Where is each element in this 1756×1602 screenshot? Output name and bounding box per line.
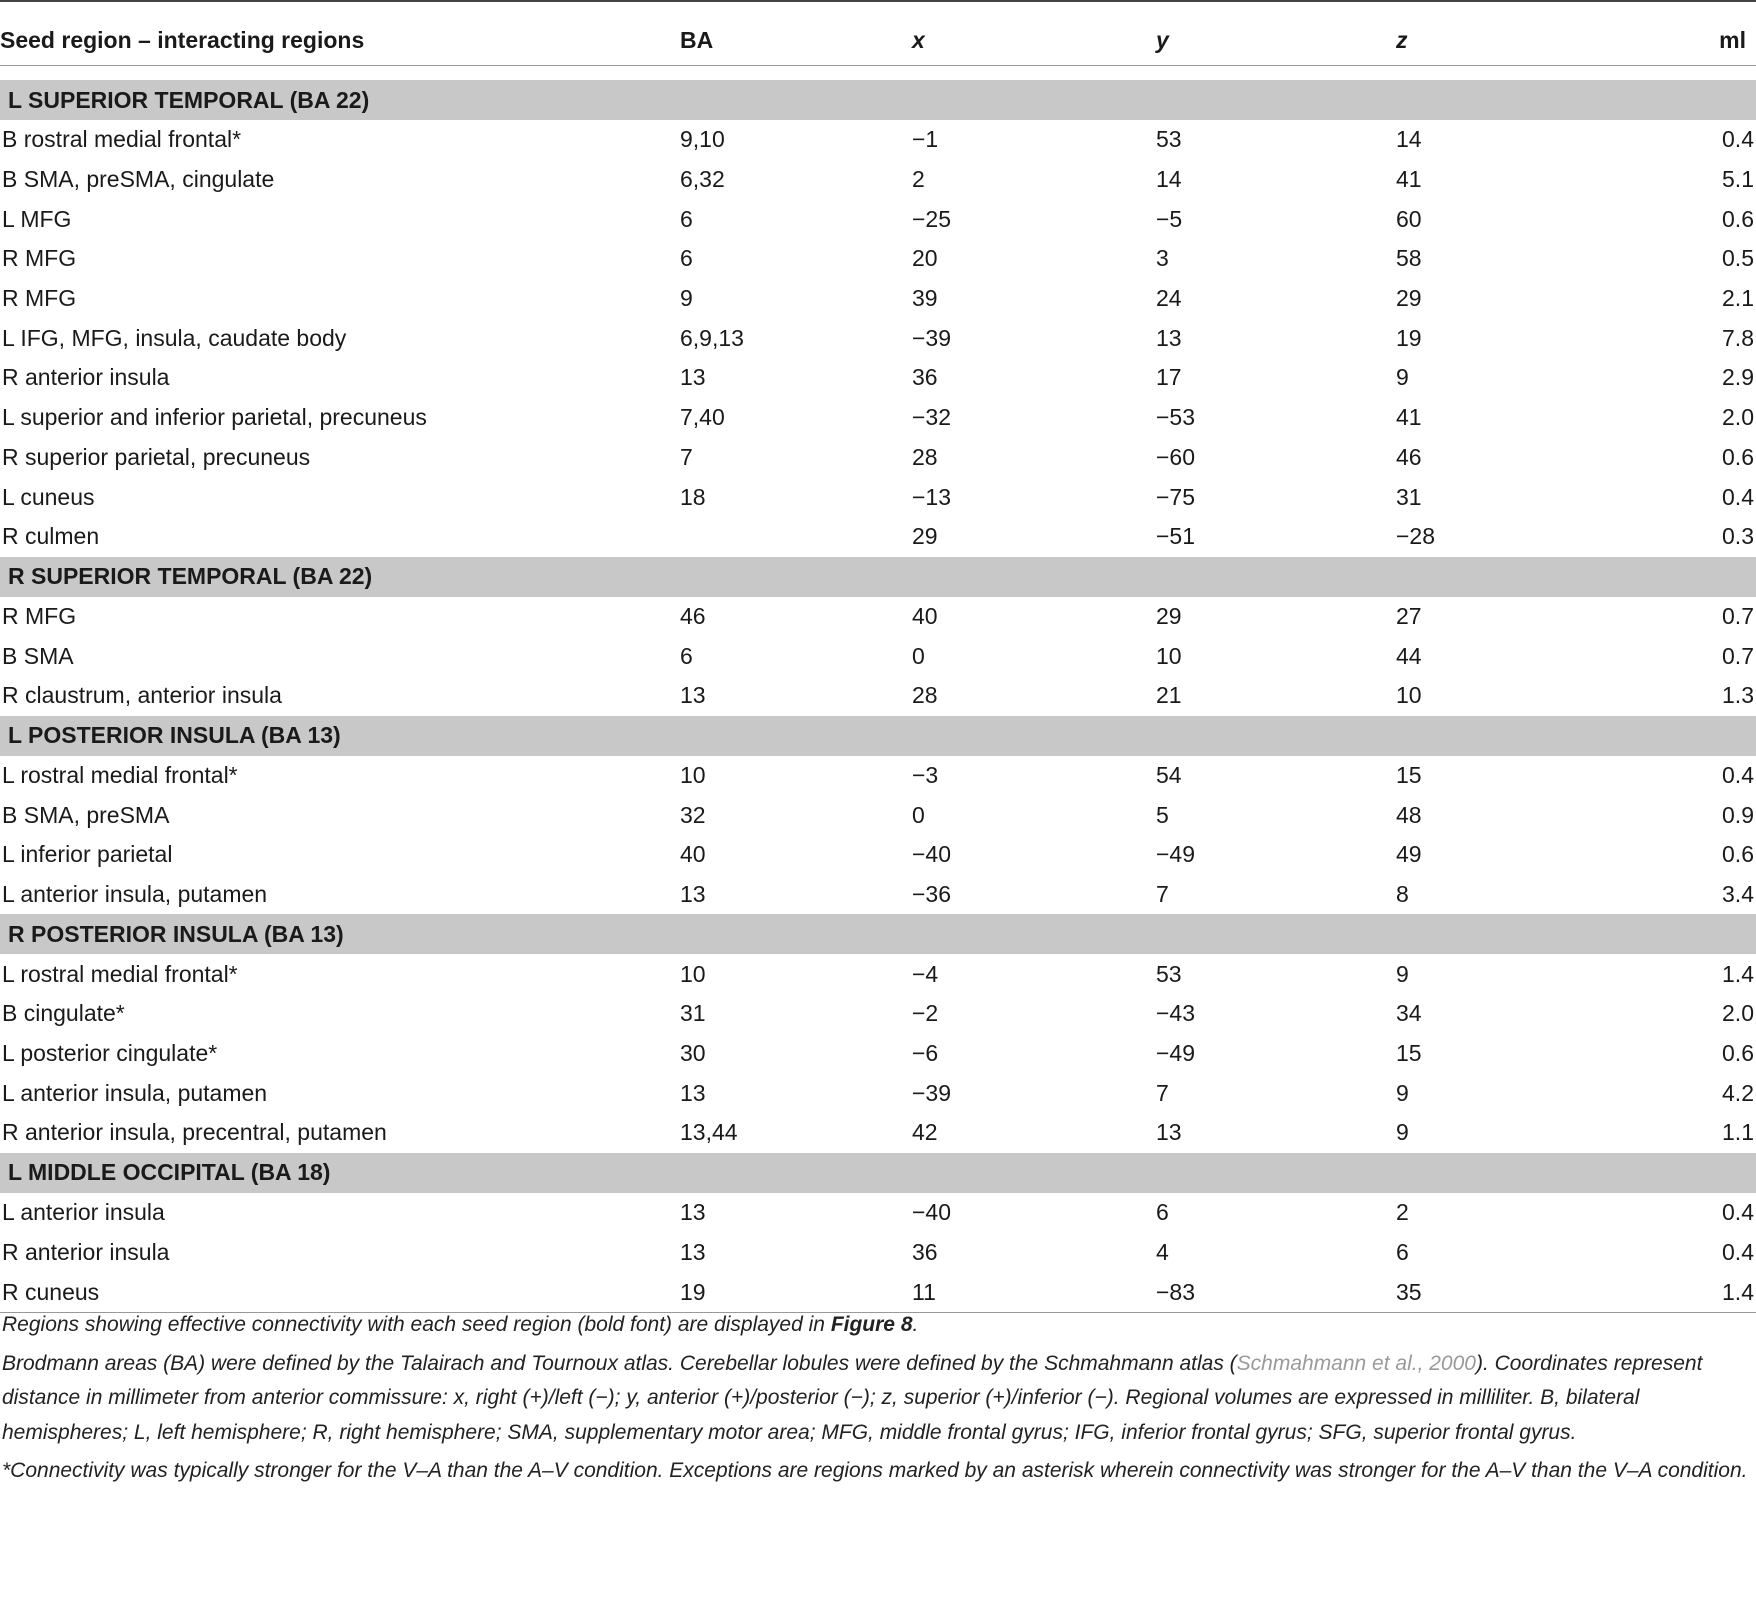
table-row	[0, 358, 1756, 398]
cell-x: 20	[912, 245, 938, 272]
cell-z: 19	[1396, 324, 1422, 351]
cell-ml: 0.4	[1722, 1199, 1754, 1226]
cell-y: −49	[1156, 1040, 1196, 1067]
cell-ba: 7	[680, 443, 693, 470]
table-row	[0, 279, 1756, 319]
cell-y: 54	[1156, 761, 1182, 788]
cell-x: −39	[912, 324, 952, 351]
table-row	[0, 318, 1756, 358]
cell-x: 40	[912, 602, 938, 629]
table-row	[0, 1073, 1756, 1113]
table-row	[0, 636, 1756, 676]
cell-x: −2	[912, 1000, 939, 1027]
cell-z: 8	[1396, 881, 1409, 908]
cell-region: L IFG, MFG, insula, caudate body	[2, 324, 347, 351]
seed-region-label: L MIDDLE OCCIPITAL (BA 18)	[0, 1153, 1756, 1193]
cell-y: 7	[1156, 1079, 1169, 1106]
cell-ba: 18	[680, 483, 706, 510]
cell-x: −40	[912, 1199, 952, 1226]
cell-x: 42	[912, 1119, 938, 1146]
cell-ba: 6	[680, 642, 693, 669]
cell-z: 9	[1396, 1119, 1409, 1146]
footnote-figure-reference: Regions showing effective connectivity with each seed region (bold font) are displayed in Figure 8.	[2, 1313, 919, 1336]
header-y: y	[1156, 15, 1396, 66]
cell-ml: 0.6	[1722, 205, 1754, 232]
cell-ml: 1.1	[1722, 1119, 1754, 1146]
table-row	[0, 994, 1756, 1034]
cell-y: 13	[1156, 1119, 1182, 1146]
cell-ml: 1.4	[1640, 1272, 1756, 1312]
footnote-definitions: Brodmann areas (BA) were defined by the Talairach and Tournoux atlas. Cerebellar lobules were defined by the Schmahmann atlas (Schmahmann et al., 2000). Coordinates represent distance in millimeter from anterior commissure: x, right (+)/left (−); y, anterior (+)/posterior (−); z, superior (+)/inferior (−). Regional volumes are expressed in milliliter. B, bilateral hemispheres; L, left hemisphere; R, right hemisphere; SMA, supplementary motor area; MFG, middle frontal gyrus; IFG, inferior frontal gyrus; SFG, superior frontal gyrus.	[2, 1351, 1703, 1444]
cell-z: 48	[1396, 801, 1422, 828]
cell-y: 29	[1156, 602, 1182, 629]
cell-y: 13	[1156, 324, 1182, 351]
cell-region: L rostral medial frontal*	[2, 761, 238, 788]
cell-y: 21	[1156, 682, 1182, 709]
cell-y: 5	[1156, 801, 1169, 828]
cell-y: −5	[1156, 205, 1183, 232]
cell-x: −4	[912, 960, 939, 987]
cell-region: L anterior insula	[2, 1199, 165, 1226]
cell-x: 0	[912, 642, 925, 669]
table-row	[0, 676, 1756, 716]
cell-ba	[672, 517, 912, 557]
cell-ml: 0.9	[1722, 801, 1754, 828]
cell-region: L rostral medial frontal*	[2, 960, 238, 987]
cell-x: −13	[912, 483, 952, 510]
cell-ba: 19	[672, 1272, 912, 1312]
cell-x: −39	[912, 1079, 952, 1106]
cell-ba: 10	[680, 960, 706, 987]
table-row	[0, 1193, 1756, 1233]
cell-ml: 0.4	[1722, 1238, 1754, 1265]
cell-ml: 0.4	[1722, 483, 1754, 510]
cell-y: 7	[1156, 881, 1169, 908]
table-row	[0, 954, 1756, 994]
cell-z: 14	[1396, 126, 1422, 153]
seed-region-label: R POSTERIOR INSULA (BA 13)	[0, 914, 1756, 954]
seed-region-row	[0, 557, 1756, 597]
cell-ml: 2.0	[1722, 1000, 1754, 1027]
cell-y: 4	[1156, 1238, 1169, 1265]
table-row	[0, 1272, 1756, 1312]
cell-z: 9	[1396, 1079, 1409, 1106]
cell-ba: 46	[680, 602, 706, 629]
cell-ba: 13	[680, 881, 706, 908]
cell-region: L posterior cingulate*	[2, 1040, 218, 1067]
table-row	[0, 835, 1756, 875]
figure-link: Figure 8	[830, 1313, 913, 1336]
cell-x: 36	[912, 364, 938, 391]
cell-x: −6	[912, 1040, 939, 1067]
cell-z: 10	[1396, 682, 1422, 709]
cell-y: −49	[1156, 841, 1196, 868]
table-top-rule	[0, 0, 1756, 2]
cell-x: −36	[912, 881, 952, 908]
cell-ml: 2.1	[1722, 285, 1754, 312]
cell-y: −83	[1156, 1272, 1396, 1312]
cell-region: R anterior insula	[2, 1238, 170, 1265]
cell-ba: 13	[680, 1199, 706, 1226]
cell-y: −75	[1156, 483, 1196, 510]
cell-y: 3	[1156, 245, 1169, 272]
cell-ba: 13	[680, 1079, 706, 1106]
cell-x: 39	[912, 285, 938, 312]
cell-ml: 2.9	[1722, 364, 1754, 391]
cell-region: L inferior parietal	[2, 841, 173, 868]
cell-region: L MFG	[2, 205, 72, 232]
cell-ba: 6	[680, 245, 693, 272]
cell-ml: 0.5	[1722, 245, 1754, 272]
cell-z: 44	[1396, 642, 1422, 669]
cell-ml: 1.4	[1722, 960, 1754, 987]
cell-z: 41	[1396, 404, 1422, 431]
cell-z: 31	[1396, 483, 1422, 510]
cell-z: 9	[1396, 960, 1409, 987]
cell-region: R superior parietal, precuneus	[2, 443, 311, 470]
cell-z: −28	[1396, 523, 1436, 550]
table-row	[0, 795, 1756, 835]
table-footnotes	[2, 1308, 1754, 1493]
cell-ba: 31	[680, 1000, 706, 1027]
table-row	[0, 477, 1756, 517]
cell-ba: 40	[680, 841, 706, 868]
cell-ml: 0.6	[1722, 841, 1754, 868]
table-row	[0, 1034, 1756, 1074]
header-z: z	[1396, 15, 1640, 66]
cell-ml: 0.7	[1722, 642, 1754, 669]
cell-ba: 13,44	[680, 1119, 738, 1146]
cell-y: 6	[1156, 1199, 1169, 1226]
cell-ba: 9,10	[680, 126, 725, 153]
cell-region: R MFG	[2, 602, 77, 629]
cell-region: R anterior insula	[2, 364, 170, 391]
cell-ba: 30	[680, 1040, 706, 1067]
cell-ba: 6,9,13	[680, 324, 744, 351]
cell-ml: 4.2	[1722, 1079, 1754, 1106]
cell-ml: 0.6	[1722, 1040, 1754, 1067]
cell-x: 28	[912, 443, 938, 470]
table-row	[0, 160, 1756, 200]
cell-region: R culmen	[2, 523, 100, 550]
cell-y: 14	[1156, 166, 1182, 193]
cell-region: R cuneus	[0, 1272, 672, 1312]
cell-region: B SMA	[2, 642, 74, 669]
cell-ml: 5.1	[1722, 166, 1754, 193]
header-region: Seed region – interacting regions	[0, 15, 672, 66]
cell-ml: 0.6	[1722, 443, 1754, 470]
seed-region-row	[0, 716, 1756, 756]
table-row	[0, 1113, 1756, 1153]
cell-ba: 6,32	[680, 166, 725, 193]
cell-x: 0	[912, 801, 925, 828]
cell-y: 10	[1156, 642, 1182, 669]
cell-z: 34	[1396, 1000, 1422, 1027]
connectivity-table	[0, 15, 1756, 1313]
cell-x: −25	[912, 205, 952, 232]
table-row	[0, 875, 1756, 915]
seed-region-label: L POSTERIOR INSULA (BA 13)	[0, 716, 1756, 756]
cell-ba: 7,40	[680, 404, 725, 431]
cell-z: 35	[1396, 1272, 1640, 1312]
table-row	[0, 398, 1756, 438]
cell-ml: 1.3	[1722, 682, 1754, 709]
seed-region-label: L SUPERIOR TEMPORAL (BA 22)	[0, 80, 1756, 120]
citation-link[interactable]: Schmahmann et al., 2000	[1236, 1351, 1476, 1375]
cell-region: B SMA, preSMA, cingulate	[2, 166, 275, 193]
cell-z: 15	[1396, 761, 1422, 788]
cell-ba: 13	[680, 682, 706, 709]
cell-region: B SMA, preSMA	[2, 801, 170, 828]
header-x: x	[912, 15, 1156, 66]
table-row	[0, 239, 1756, 279]
cell-ba: 9	[680, 285, 693, 312]
cell-region: R MFG	[2, 245, 77, 272]
cell-x: −1	[912, 126, 939, 153]
table-header	[0, 15, 1756, 66]
cell-x: 11	[912, 1272, 1156, 1312]
cell-region: R anterior insula, precentral, putamen	[2, 1119, 387, 1146]
seed-region-row	[0, 914, 1756, 954]
cell-ml: 0.3	[1722, 523, 1754, 550]
cell-z: 15	[1396, 1040, 1422, 1067]
seed-region-row	[0, 1153, 1756, 1193]
cell-x: −40	[912, 841, 952, 868]
cell-region: L cuneus	[2, 483, 95, 510]
cell-x: 2	[912, 166, 925, 193]
table-row	[0, 120, 1756, 160]
cell-y: −53	[1156, 404, 1196, 431]
cell-y: 53	[1156, 126, 1182, 153]
cell-region: R claustrum, anterior insula	[2, 682, 282, 709]
footnote-asterisk: *Connectivity was typically stronger for the V–A than the A–V condition. Exceptions are regions marked by an asterisk wherein connectivity was stronger for the A–V than the V–A condition.	[2, 1459, 1748, 1483]
cell-ba: 6	[680, 205, 693, 232]
cell-z: 27	[1396, 602, 1422, 629]
cell-z: 6	[1396, 1238, 1409, 1265]
header-spacer	[0, 66, 1756, 81]
cell-y: −51	[1156, 523, 1196, 550]
cell-x: −3	[912, 761, 939, 788]
cell-ml: 0.4	[1722, 761, 1754, 788]
cell-ba: 32	[680, 801, 706, 828]
cell-z: 41	[1396, 166, 1422, 193]
cell-x: −32	[912, 404, 952, 431]
cell-z: 46	[1396, 443, 1422, 470]
header-ml: ml	[1640, 15, 1756, 66]
cell-ba: 13	[680, 364, 706, 391]
cell-region: B cingulate*	[2, 1000, 125, 1027]
table-row	[0, 597, 1756, 637]
cell-region: L anterior insula, putamen	[2, 1079, 268, 1106]
table-row	[0, 438, 1756, 478]
cell-region: L superior and inferior parietal, precuneus	[2, 404, 427, 431]
cell-ba: 13	[680, 1238, 706, 1265]
cell-y: −60	[1156, 443, 1196, 470]
table-body	[0, 66, 1756, 1313]
cell-z: 49	[1396, 841, 1422, 868]
header-ba: BA	[672, 15, 912, 66]
cell-x: 29	[912, 523, 938, 550]
cell-ml: 0.7	[1722, 602, 1754, 629]
cell-region: L anterior insula, putamen	[2, 881, 268, 908]
cell-y: −43	[1156, 1000, 1196, 1027]
cell-ml: 3.4	[1722, 881, 1754, 908]
cell-ml: 7.8	[1722, 324, 1754, 351]
cell-y: 17	[1156, 364, 1182, 391]
table-row	[0, 1233, 1756, 1273]
cell-y: 24	[1156, 285, 1182, 312]
cell-z: 60	[1396, 205, 1422, 232]
cell-x: 28	[912, 682, 938, 709]
cell-region: R MFG	[2, 285, 77, 312]
cell-ba: 10	[680, 761, 706, 788]
cell-ml: 0.4	[1722, 126, 1754, 153]
cell-z: 2	[1396, 1199, 1409, 1226]
cell-ml: 2.0	[1722, 404, 1754, 431]
table-row	[0, 199, 1756, 239]
cell-z: 58	[1396, 245, 1422, 272]
seed-region-label: R SUPERIOR TEMPORAL (BA 22)	[0, 557, 1756, 597]
cell-region: B rostral medial frontal*	[2, 126, 242, 153]
seed-region-row	[0, 80, 1756, 120]
table-row	[0, 517, 1756, 557]
table-row	[0, 756, 1756, 796]
cell-z: 9	[1396, 364, 1409, 391]
cell-z: 29	[1396, 285, 1422, 312]
cell-x: 36	[912, 1238, 938, 1265]
cell-y: 53	[1156, 960, 1182, 987]
